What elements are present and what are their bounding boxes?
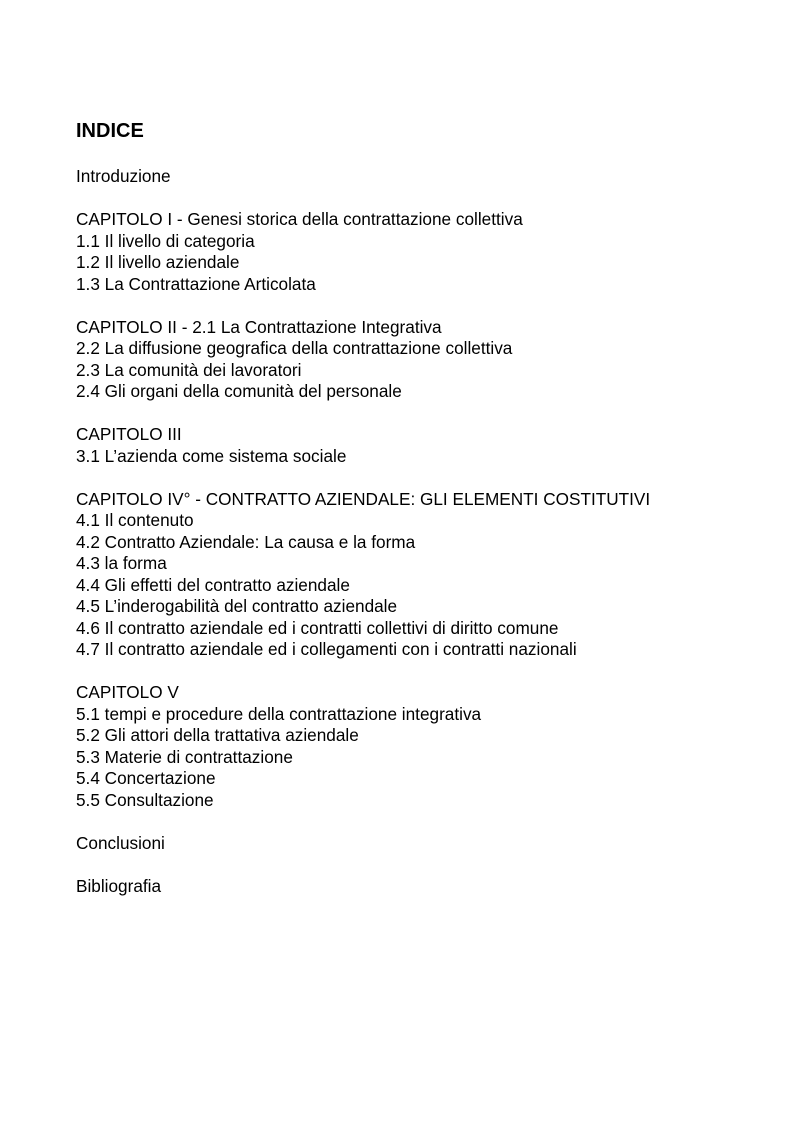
chapter-2-heading: CAPITOLO II - 2.1 La Contrattazione Integrativa [76, 316, 442, 337]
chapter-5-heading: CAPITOLO V [76, 682, 179, 702]
table-of-contents [76, 166, 776, 897]
toc-item: 5.5 Consultazione [76, 789, 214, 810]
toc-item: 4.2 Contratto Aziendale: La causa e la forma [76, 531, 416, 552]
toc-item: 4.1 Il contenuto [76, 510, 194, 530]
toc-item: 2.3 La comunità dei lavoratori [76, 359, 302, 380]
toc-bibliography: Bibliografia [76, 875, 162, 896]
chapter-1-heading: CAPITOLO I - Genesi storica della contrattazione collettiva [76, 209, 523, 229]
toc-item: 1.2 Il livello aziendale [76, 252, 240, 272]
toc-item: 5.1 tempi e procedure della contrattazione integrativa [76, 703, 482, 724]
toc-introduction: Introduzione [76, 166, 171, 186]
toc-item: 1.3 La Contrattazione Articolata [76, 273, 316, 294]
toc-item: 5.2 Gli attori della trattativa aziendale [76, 725, 359, 745]
toc-item: 5.4 Concertazione [76, 768, 216, 788]
toc-item: 3.1 L’azienda come sistema sociale [76, 445, 347, 466]
toc-item: 4.3 la forma [76, 553, 167, 573]
toc-item: 4.7 Il contratto aziendale ed i collegamenti con i contratti nazionali [76, 639, 577, 659]
chapter-4-heading: CAPITOLO IV° - CONTRATTO AZIENDALE: GLI ELEMENTI COSTITUTIVI [76, 488, 651, 509]
page-title: INDICE [76, 120, 144, 142]
toc-item: 2.2 La diffusione geografica della contrattazione collettiva [76, 338, 513, 358]
toc-item: 5.3 Materie di contrattazione [76, 746, 293, 767]
chapter-3-heading: CAPITOLO III [76, 424, 182, 444]
toc-item: 4.6 Il contratto aziendale ed i contratti collettivi di diritto comune [76, 617, 559, 638]
toc-conclusions: Conclusioni [76, 832, 165, 853]
toc-item: 1.1 Il livello di categoria [76, 230, 255, 251]
toc-item: 2.4 Gli organi della comunità del personale [76, 381, 402, 401]
toc-item: 4.5 L’inderogabilità del contratto aziendale [76, 596, 398, 616]
toc-item: 4.4 Gli effetti del contratto aziendale [76, 574, 350, 595]
